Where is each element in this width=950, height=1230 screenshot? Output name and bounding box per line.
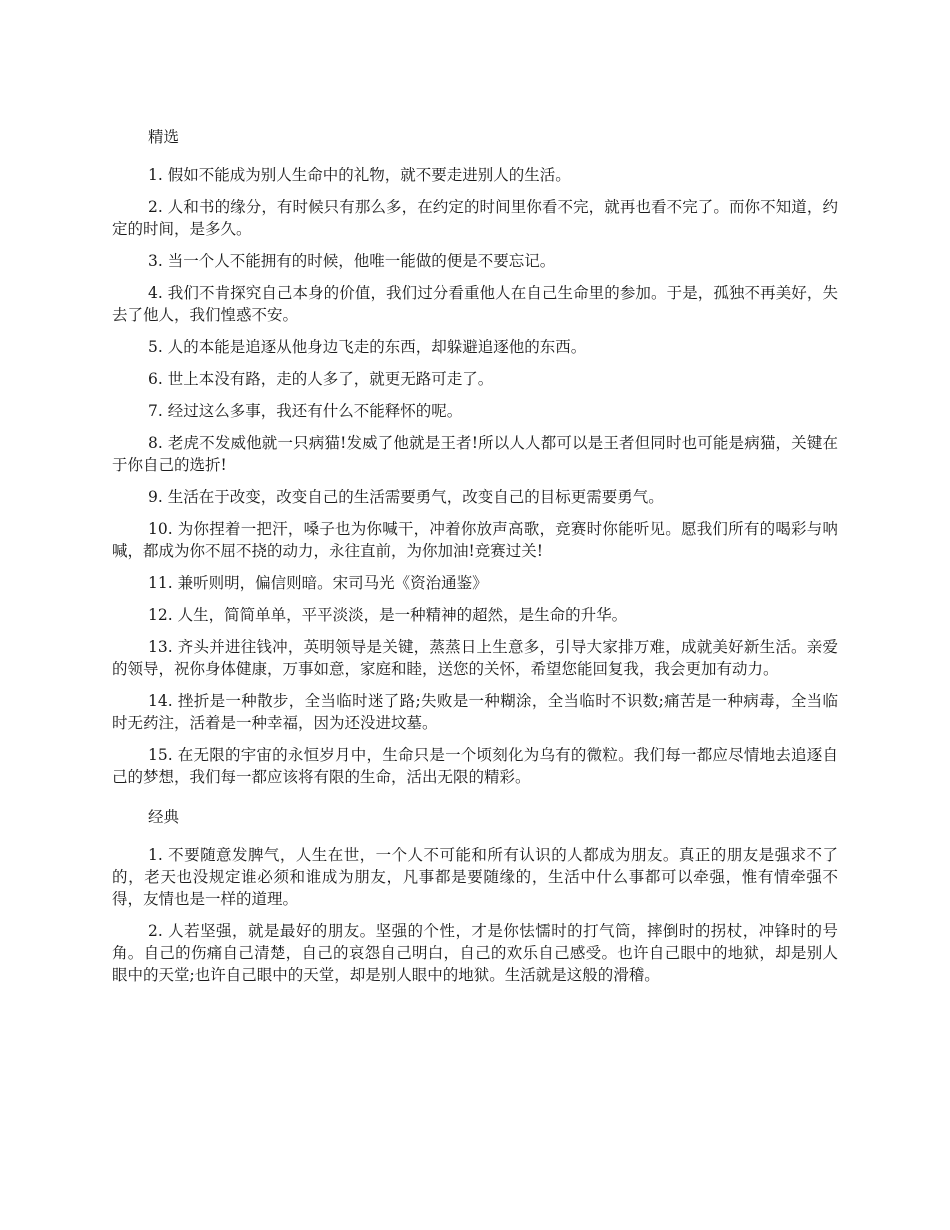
paragraph: 5. 人的本能是追逐从他身边飞走的东西，却躲避追逐他的东西。	[148, 338, 587, 356]
section-classic	[112, 804, 838, 986]
paragraph: 8. 老虎不发威他就一只病猫!发威了他就是王者!所以人人都可以是王者但同时也可能是病猫，关键在于你自己的选折!	[112, 434, 838, 474]
paragraph: 7. 经过这么多事，我还有什么不能释怀的呢。	[148, 402, 463, 420]
paragraph: 14. 挫折是一种散步，全当临时迷了路;失败是一种糊涂，全当临时不识数;痛苦是一种病毒，全当临时无药注，活着是一种幸福，因为还没进坟墓。	[112, 692, 838, 732]
paragraph: 9. 生活在于改变，改变自己的生活需要勇气，改变自己的目标更需要勇气。	[148, 488, 664, 506]
paragraph: 1. 不要随意发脾气，人生在世，一个人不可能和所有认识的人都成为朋友。真正的朋友是强求不了的，老天也没规定谁必须和谁成为朋友，凡事都是要随缘的，生活中什么事都可以牵强，惟有情牵强不得，友情也是一样的道理。	[112, 846, 838, 908]
section-title: 经典	[148, 808, 180, 826]
paragraph: 2. 人若坚强，就是最好的朋友。坚强的个性，才是你怯懦时的打气筒，摔倒时的拐杖，冲锋时的号角。自己的伤痛自己清楚，自己的哀怨自己明白，自己的欢乐自己感受。也许自己眼中的地狱，却是别人眼中的天堂;也许自己眼中的天堂，却是别人眼中的地狱。生活就是这般的滑稽。	[112, 922, 838, 984]
paragraph: 10. 为你捏着一把汗，嗓子也为你喊干，冲着你放声高歌，竞赛时你能听见。愿我们所有的喝彩与呐喊，都成为你不屈不挠的动力，永往直前，为你加油!竞赛过关!	[112, 520, 838, 560]
paragraph: 11. 兼听则明，偏信则暗。宋司马光《资治通鉴》	[148, 574, 488, 592]
section-featured	[112, 124, 838, 788]
paragraph: 2. 人和书的缘分，有时候只有那么多，在约定的时间里你看不完，就再也看不完了。而你不知道，约定的时间，是多久。	[112, 198, 838, 238]
paragraph: 3. 当一个人不能拥有的时候，他唯一能做的便是不要忘记。	[148, 252, 556, 270]
paragraph: 1. 假如不能成为别人生命中的礼物，就不要走进别人的生活。	[148, 166, 571, 184]
paragraph: 4. 我们不肯探究自己本身的价值，我们过分看重他人在自己生命里的参加。于是，孤独不再美好，失去了他人，我们惶惑不安。	[112, 284, 838, 324]
paragraph: 12. 人生，简简单单，平平淡淡，是一种精神的超然，是生命的升华。	[148, 606, 628, 624]
paragraph: 6. 世上本没有路，走的人多了，就更无路可走了。	[148, 370, 494, 388]
paragraph: 15. 在无限的宇宙的永恒岁月中，生命只是一个顷刻化为乌有的微粒。我们每一都应尽情地去追逐自己的梦想，我们每一都应该将有限的生命，活出无限的精彩。	[112, 746, 838, 786]
paragraph: 13. 齐头并进往钱冲，英明领导是关键，蒸蒸日上生意多，引导大家排万难，成就美好新生活。亲爱的领导，祝你身体健康，万事如意，家庭和睦，送您的关怀，希望您能回复我，我会更加有动力。	[112, 638, 838, 678]
section-title: 精选	[148, 128, 180, 146]
